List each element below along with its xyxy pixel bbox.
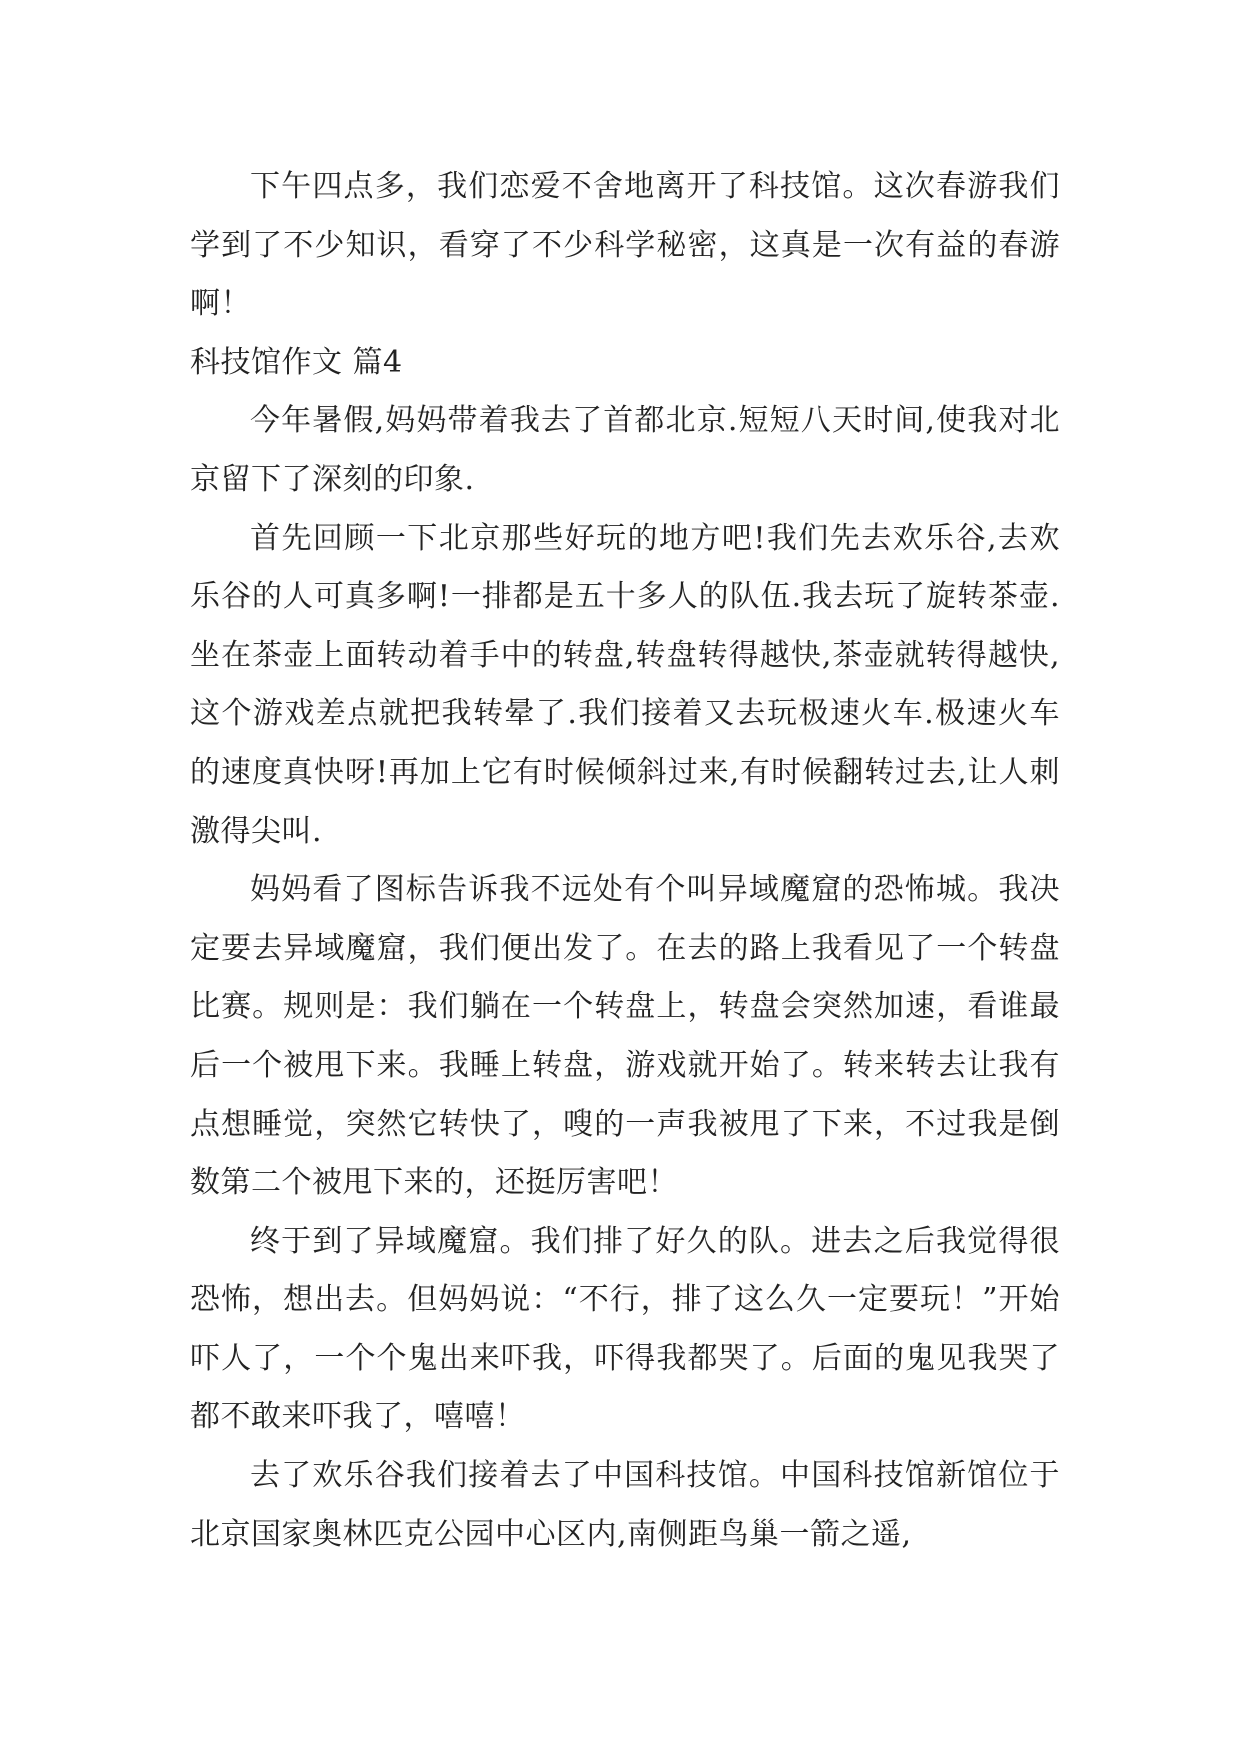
paragraph-happy-valley: 首先回顾一下北京那些好玩的地方吧!我们先去欢乐谷,去欢乐谷的人可真多啊!一排都是五十多人的队伍.我去玩了旋转茶壶.坐在茶壶上面转动着手中的转盘,转盘转得越快,茶壶就转得越快,这个游戏差点就把我转晕了.我们接着又去玩极速火车.极速火车的速度真快呀!再加上它有时候倾斜过来,有时候翻转过去,让人刺激得尖叫. (190, 520, 1060, 849)
paragraph-haunted-house: 终于到了异域魔窟。我们排了好久的队。进去之后我觉得很恐怖，想出去。但妈妈说：“不行，排了这么久一定要玩！”开始吓人了，一个个鬼出来吓我，吓得我都哭了。后面的鬼见我哭了都不敢来吓我了，嘻嘻！ (190, 1223, 1060, 1435)
paragraph-turntable-game: 妈妈看了图标告诉我不远处有个叫异域魔窟的恐怖城。我决定要去异域魔窟，我们便出发了。在去的路上我看见了一个转盘比赛。规则是：我们躺在一个转盘上，转盘会突然加速，看谁最后一个被甩下来。我睡上转盘，游戏就开始了。转来转去让我有点想睡觉，突然它转快了，嗖的一声我被甩了下来，不过我是倒数第二个被甩下来的，还挺厉害吧！ (190, 872, 1060, 1201)
document-body (190, 158, 1060, 1564)
paragraph-summer-vacation: 今年暑假,妈妈带着我去了首都北京.短短八天时间,使我对北京留下了深刻的印象. (190, 403, 1060, 497)
paragraph-science-museum: 去了欢乐谷我们接着去了中国科技馆。中国科技馆新馆位于北京国家奥林匹克公园中心区内,南侧距鸟巢一箭之遥, (190, 1458, 1060, 1552)
paragraph-spring-trip-ending: 下午四点多，我们恋爱不舍地离开了科技馆。这次春游我们学到了不少知识，看穿了不少科学秘密，这真是一次有益的春游啊！ (190, 169, 1060, 322)
essay-heading: 科技馆作文 篇4 (190, 344, 403, 380)
